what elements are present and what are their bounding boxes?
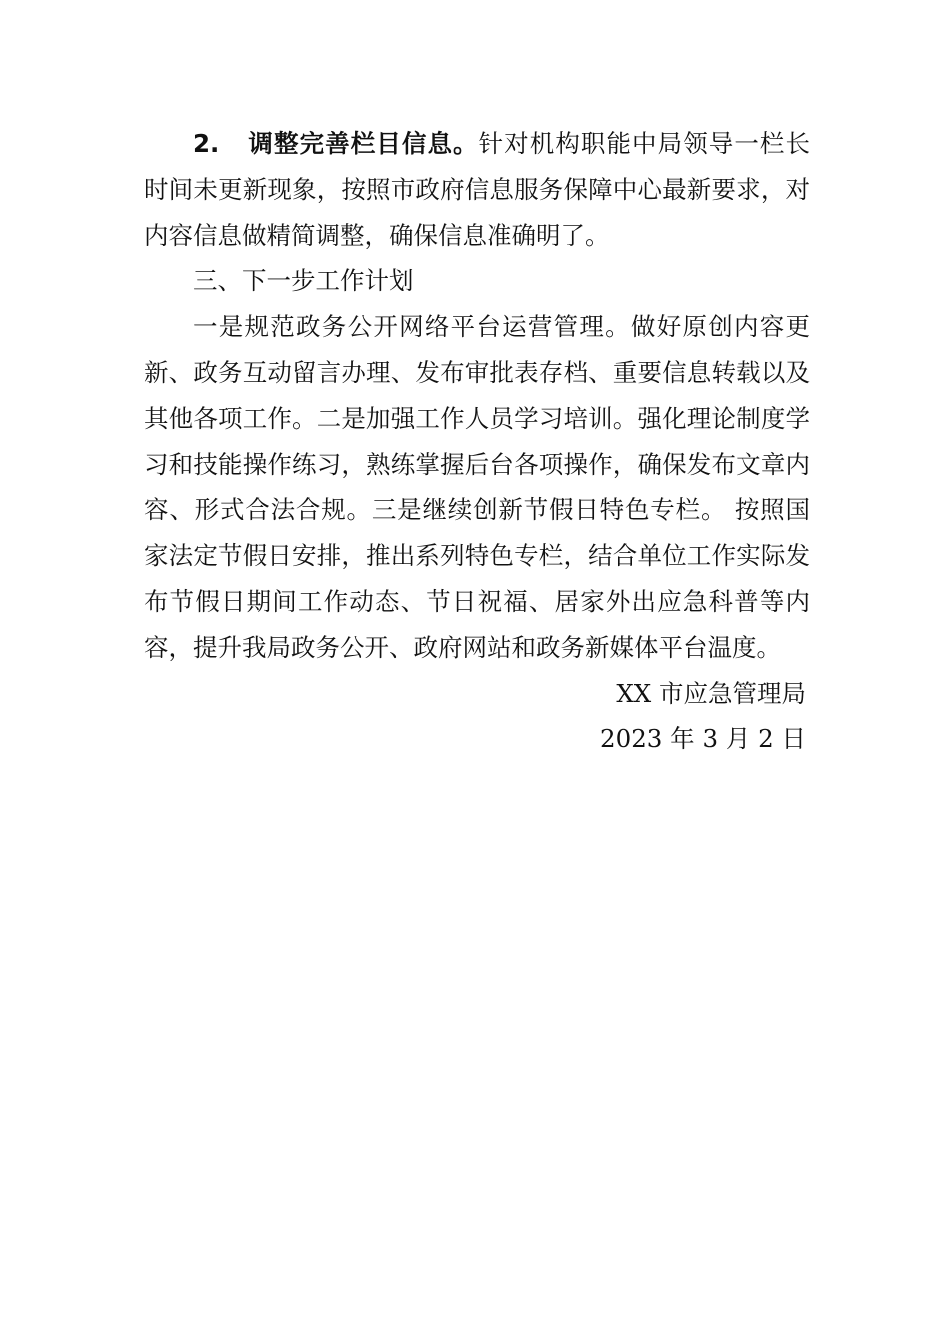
signature-organization: XX 市应急管理局 <box>616 678 806 708</box>
document-body <box>144 121 810 762</box>
item-2-body: 针对机构职能中局领导一栏长时间未更新现象，按照市政府信息服务保障中心最新要求，对内容信息做精简调整，确保信息准确明了。 <box>144 129 811 250</box>
item-2-paragraph <box>144 121 810 258</box>
item-2-number: 2. <box>193 129 220 158</box>
item-2-title: 调整完善栏目信息。 <box>247 129 479 158</box>
section-3-heading: 三、下一步工作计划 <box>193 266 414 296</box>
signature-date: 2023 年 3 月 2 日 <box>600 724 806 754</box>
section-3-paragraph: 一是规范政务公开网络平台运营管理。做好原创内容更新、政务互动留言办理、发布审批表存档、重要信息转载以及其他各项工作。二是加强工作人员学习培训。强化理论制度学习和技能操作练习，熟练掌握后台各项操作，确保发布文章内容、形式合法合规。三是继续创新节假日特色专栏。 按照国家法定节假日安排，推出系列特色专栏，结合单位工作实际发布节假日期间工作动态、节日祝福、居家外出应急科普等内容，提升我局政务公开、政府网站和政务新媒体平台温度。 <box>144 312 810 662</box>
